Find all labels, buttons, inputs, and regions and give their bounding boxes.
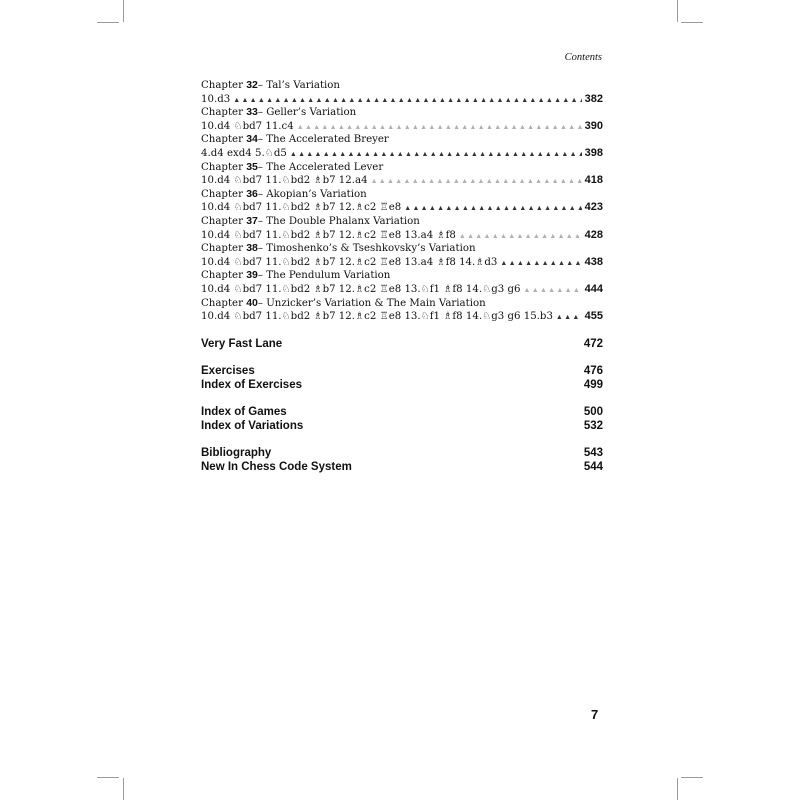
chapter-prefix: Chapter (201, 188, 247, 200)
crop-mark (677, 0, 678, 22)
chapter-page: 382 (584, 92, 603, 105)
chapter-page: 398 (584, 146, 603, 159)
chapter-title (201, 269, 603, 283)
section-page: 543 (583, 446, 603, 459)
group-gap (201, 433, 603, 446)
dot-leader (290, 148, 582, 162)
section-label: Bibliography (201, 446, 272, 459)
chapter-number: 35 (246, 160, 258, 173)
chapter-number: 40 (246, 296, 258, 309)
chapter-prefix: Chapter (201, 161, 247, 173)
section-label: Index of Exercises (201, 378, 302, 391)
chapter-title (201, 79, 603, 93)
crop-mark (681, 777, 703, 778)
chapter-title (201, 242, 603, 256)
dot-leader (233, 94, 581, 108)
chapter-moves-line (201, 147, 603, 161)
chapter-name: – Unzicker’s Variation & The Main Variation (257, 297, 486, 309)
chapter-name: – Akopian’s Variation (257, 188, 367, 200)
chapter-entry[interactable] (201, 106, 603, 133)
crop-mark (123, 0, 124, 22)
dot-leader (404, 202, 581, 216)
chapter-prefix: Chapter (201, 107, 247, 119)
dot-leader (556, 311, 582, 325)
chapter-number: 36 (246, 187, 258, 200)
chapter-title (201, 215, 603, 229)
chapter-moves-line (201, 174, 603, 188)
crop-mark (97, 777, 119, 778)
section-entry[interactable] (201, 337, 603, 351)
chapter-number: 34 (246, 133, 258, 146)
section-page: 532 (583, 419, 603, 432)
chapter-moves: 4.d4 exd4 5.♘d5 (201, 147, 287, 159)
section-page: 472 (583, 337, 603, 350)
section-entry[interactable] (201, 446, 603, 460)
section-label: Index of Games (201, 405, 287, 418)
section-label: Very Fast Lane (201, 337, 283, 350)
chapter-name: – The Accelerated Breyer (257, 134, 389, 146)
crop-mark (97, 22, 119, 23)
chapter-entry[interactable] (201, 242, 603, 269)
chapter-moves-line (201, 201, 603, 215)
chapter-title (201, 297, 603, 311)
section-page: 500 (583, 405, 603, 418)
chapter-page: 390 (584, 119, 603, 132)
chapter-prefix: Chapter (201, 270, 247, 282)
chapter-number: 39 (246, 269, 258, 282)
group-gap (201, 392, 603, 405)
chapter-entry[interactable] (201, 79, 603, 106)
chapter-moves: 10.d4 ♘bd7 11.c4 (201, 120, 294, 132)
table-of-contents (201, 79, 603, 474)
chapter-title (201, 133, 603, 147)
section-label: Exercises (201, 364, 255, 377)
chapter-prefix: Chapter (201, 215, 247, 227)
dot-leader (371, 175, 582, 189)
section-entry[interactable] (201, 419, 603, 433)
chapter-page: 428 (584, 228, 603, 241)
chapter-moves: 10.d3 (201, 93, 231, 105)
section-label: Index of Variations (201, 419, 304, 432)
chapter-number: 37 (246, 214, 258, 227)
chapter-entry[interactable] (201, 269, 603, 296)
chapter-title (201, 188, 603, 202)
chapter-entry[interactable] (201, 215, 603, 242)
chapter-entry[interactable] (201, 297, 603, 324)
chapter-page: 418 (584, 174, 603, 187)
running-head: Contents (564, 52, 602, 63)
chapter-number: 32 (246, 79, 258, 91)
section-entry[interactable] (201, 378, 603, 392)
chapter-moves-line (201, 229, 603, 243)
chapter-entry[interactable] (201, 133, 603, 160)
chapter-moves-line (201, 93, 603, 107)
group-gap (201, 351, 603, 364)
crop-mark (677, 778, 678, 800)
section-page: 499 (583, 378, 603, 391)
chapter-moves: 10.d4 ♘bd7 11.♘bd2 ♗b7 12.♗c2 ♖e8 13.a4 ♗f8 (201, 229, 456, 241)
chapter-name: – Geller’s Variation (257, 107, 357, 119)
chapter-moves-line (201, 310, 603, 324)
chapter-page: 444 (584, 282, 603, 295)
dot-leader (523, 284, 581, 298)
chapter-page: 423 (584, 201, 603, 214)
chapter-moves: 10.d4 ♘bd7 11.♘bd2 ♗b7 12.♗c2 ♖e8 (201, 202, 402, 214)
section-entry[interactable] (201, 405, 603, 419)
chapter-moves: 10.d4 ♘bd7 11.♘bd2 ♗b7 12.a4 (201, 175, 368, 187)
section-entry[interactable] (201, 460, 603, 474)
page-number: 7 (591, 707, 599, 722)
chapter-moves-line (201, 283, 603, 297)
dot-leader (500, 257, 581, 271)
chapter-name: – Timoshenko’s & Tseshkovsky’s Variation (257, 243, 476, 255)
chapter-prefix: Chapter (201, 243, 247, 255)
crop-mark (681, 22, 703, 23)
chapter-entry[interactable] (201, 161, 603, 188)
chapter-title (201, 106, 603, 120)
crop-mark (123, 778, 124, 800)
chapter-name: – The Accelerated Lever (257, 161, 384, 173)
section-page: 476 (583, 364, 603, 377)
dot-leader (459, 230, 582, 244)
dot-leader (297, 121, 582, 135)
chapter-moves: 10.d4 ♘bd7 11.♘bd2 ♗b7 12.♗c2 ♖e8 13.♘f1 ♗f8 14.♘g3 g6 15.b3 (201, 311, 553, 323)
chapter-page: 455 (584, 310, 603, 323)
chapter-name: – The Pendulum Variation (257, 270, 391, 282)
section-label: New In Chess Code System (201, 460, 352, 473)
group-gap (201, 324, 603, 337)
chapter-moves-line (201, 120, 603, 134)
chapter-number: 33 (246, 106, 258, 119)
chapter-moves-line (201, 256, 603, 270)
chapter-name: – The Double Phalanx Variation (257, 215, 420, 227)
chapter-title (201, 161, 603, 175)
chapter-entry[interactable] (201, 188, 603, 215)
chapter-moves: 10.d4 ♘bd7 11.♘bd2 ♗b7 12.♗c2 ♖e8 13.a4 ♗f8 14.♗d3 (201, 256, 498, 268)
chapter-page: 438 (584, 255, 603, 268)
chapter-prefix: Chapter (201, 80, 247, 91)
chapter-name: – Tal’s Variation (257, 80, 340, 91)
chapter-prefix: Chapter (201, 297, 247, 309)
section-page: 544 (583, 460, 603, 473)
chapter-moves: 10.d4 ♘bd7 11.♘bd2 ♗b7 12.♗c2 ♖e8 13.♘f1 ♗f8 14.♘g3 g6 (201, 283, 521, 295)
section-entry[interactable] (201, 364, 603, 378)
chapter-prefix: Chapter (201, 134, 247, 146)
chapter-number: 38 (246, 242, 258, 255)
